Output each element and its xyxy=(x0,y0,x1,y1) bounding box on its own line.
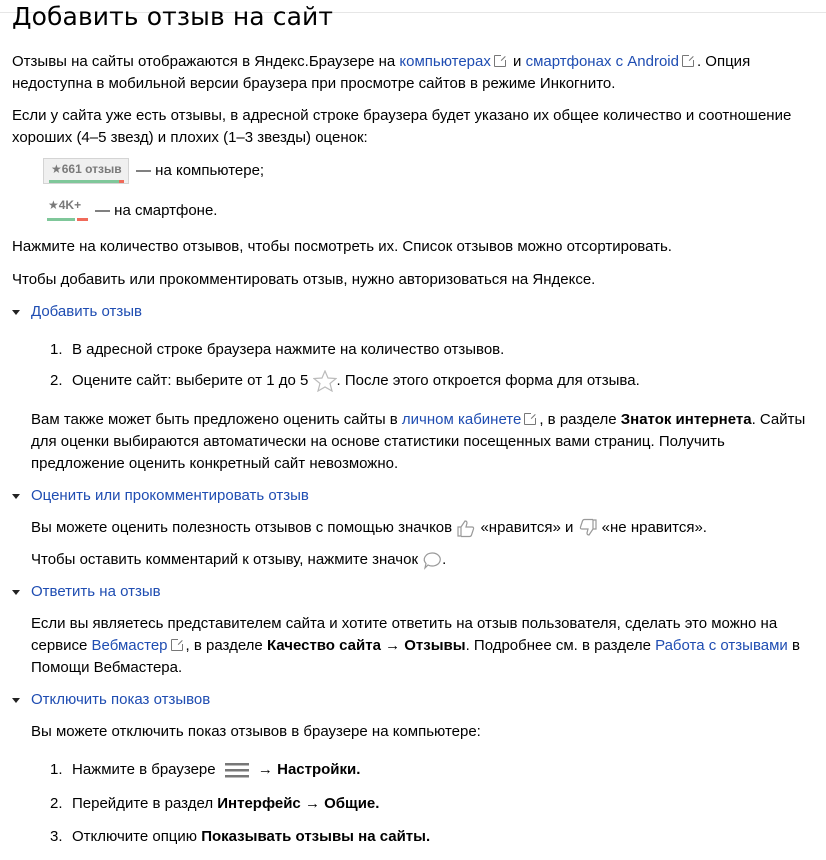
text: . Подробнее см. в разделе xyxy=(465,637,656,654)
comment-paragraph xyxy=(31,549,446,571)
caret-down-icon xyxy=(12,494,20,499)
badge-desktop-caption: — на компьютере; xyxy=(136,162,265,179)
text: «нравится» и xyxy=(476,519,578,536)
caret-down-icon xyxy=(12,698,20,703)
bold-text: Знаток интернета xyxy=(620,411,752,428)
thumbs-down-icon xyxy=(578,518,598,538)
reviews-badge-desktop xyxy=(43,158,129,184)
bold-text: Качество сайта → Отзывы xyxy=(266,637,466,654)
section-title-disable[interactable]: Отключить показ отзывов xyxy=(31,691,211,708)
text: . Сайты xyxy=(751,411,806,428)
rate-paragraph xyxy=(31,517,707,539)
star-icon xyxy=(313,370,337,392)
text: , в разделе xyxy=(539,411,621,428)
step-number: 2. xyxy=(50,372,63,389)
section-title-rate-comment[interactable]: Оценить или прокомментировать отзыв xyxy=(31,487,309,504)
note-line-2: для оценки выбираются автоматически на основе статистики посещенных вами страниц. Получить xyxy=(31,433,725,450)
step-text: Оцените сайт: выберите от 1 до 5 xyxy=(72,372,309,389)
reply-line-3: Помощи Вебмастера. xyxy=(31,659,183,676)
step-2 xyxy=(50,370,640,392)
text: . xyxy=(442,551,447,568)
text: → xyxy=(253,761,278,778)
intro-paragraph-1 xyxy=(12,51,750,73)
disable-step-1 xyxy=(50,759,360,781)
text: в xyxy=(787,637,800,654)
intro-paragraph-4: Чтобы добавить или прокомментировать отзыв, нужно авторизоваться на Яндексе. xyxy=(12,271,596,288)
text: . xyxy=(375,795,380,812)
text: . Опция xyxy=(696,53,751,70)
step-1 xyxy=(50,339,504,361)
caret-down-icon xyxy=(12,310,20,315)
text: , в разделе xyxy=(185,637,267,654)
intro-paragraph-2-line2: хороших (4–5 звезд) и плохих (1–3 звезды) оценок: xyxy=(12,129,368,146)
text: Вам также может быть предложено оценить сайты в xyxy=(31,411,402,428)
external-link-icon xyxy=(682,55,694,67)
text: Нажмите в браузере xyxy=(72,761,220,778)
bold-text: Настройки xyxy=(277,761,357,778)
step-number: 2. xyxy=(50,795,63,812)
text: Вы можете оценить полезность отзывов с помощью значков xyxy=(31,519,457,536)
link-android[interactable]: смартфонах с Android xyxy=(525,53,679,70)
text: . xyxy=(356,761,361,778)
text: Отзывы на сайты отображаются в Яндекс.Браузере на xyxy=(12,53,400,70)
hamburger-menu-icon xyxy=(224,761,250,779)
step-number: 3. xyxy=(50,828,63,845)
link-webmaster[interactable]: Вебмастер xyxy=(91,637,168,654)
text: и xyxy=(508,53,526,70)
disable-intro: Вы можете отключить показ отзывов в браузере на компьютере: xyxy=(31,723,481,740)
good-ratio-bar xyxy=(49,180,119,183)
external-link-icon xyxy=(171,639,183,651)
text: сервисе xyxy=(31,637,92,654)
intro-paragraph-1-line2: недоступна в мобильной версии браузера при просмотре сайтов в режиме Инкогнито. xyxy=(12,75,616,92)
bad-ratio-bar xyxy=(77,218,88,221)
link-working-with-reviews[interactable]: Работа с отзывами xyxy=(655,637,788,654)
link-computers[interactable]: компьютерах xyxy=(399,53,491,70)
text: Перейдите в раздел xyxy=(72,795,218,812)
badge-mobile-caption: — на смартфоне. xyxy=(95,202,218,219)
bad-ratio-bar xyxy=(119,180,124,183)
step-number: 1. xyxy=(50,341,63,358)
reply-line-1: Если вы являетесь представителем сайта и хотите ответить на отзыв пользователя, сделать это можно на xyxy=(31,615,778,632)
text: Чтобы оставить комментарий к отзыву, нажмите значок xyxy=(31,551,423,568)
bold-text: Показывать отзывы на сайты xyxy=(201,828,426,845)
note-line-1 xyxy=(31,409,805,431)
text: . xyxy=(425,828,431,845)
page-title: Добавить отзыв на сайт xyxy=(12,2,334,31)
text: «не нравится». xyxy=(597,519,707,536)
badge-desktop-label: ★661 отзыв xyxy=(51,162,122,176)
section-title-reply[interactable]: Ответить на отзыв xyxy=(31,583,161,600)
intro-paragraph-2-line1: Если у сайта уже есть отзывы, в адресной строке браузера будет указано их общее количество и соотношение xyxy=(12,107,792,124)
caret-down-icon xyxy=(12,590,20,595)
thumbs-up-icon xyxy=(456,518,476,538)
badge-mobile-label: ★4K+ xyxy=(48,198,82,212)
step-number: 1. xyxy=(50,761,63,778)
comment-bubble-icon xyxy=(422,550,442,570)
reply-line-2 xyxy=(31,635,800,657)
external-link-icon xyxy=(524,413,536,425)
step-text: В адресной строке браузера нажмите на количество отзывов. xyxy=(72,341,505,358)
step-text: . После этого откроется форма для отзыва. xyxy=(336,372,640,389)
link-personal-account[interactable]: личном кабинете xyxy=(401,411,522,428)
section-title-add-review[interactable]: Добавить отзыв xyxy=(31,303,142,320)
note-line-3: предложение оценить конкретный сайт невозможно. xyxy=(31,455,399,472)
bold-text: Интерфейс → Общие xyxy=(217,795,376,812)
intro-paragraph-3: Нажмите на количество отзывов, чтобы посмотреть их. Список отзывов можно отсортировать. xyxy=(12,238,672,255)
external-link-icon xyxy=(494,55,506,67)
text: Отключите опцию xyxy=(72,828,202,845)
disable-step-2 xyxy=(50,793,379,815)
disable-step-3 xyxy=(50,826,430,848)
good-ratio-bar xyxy=(47,218,75,221)
